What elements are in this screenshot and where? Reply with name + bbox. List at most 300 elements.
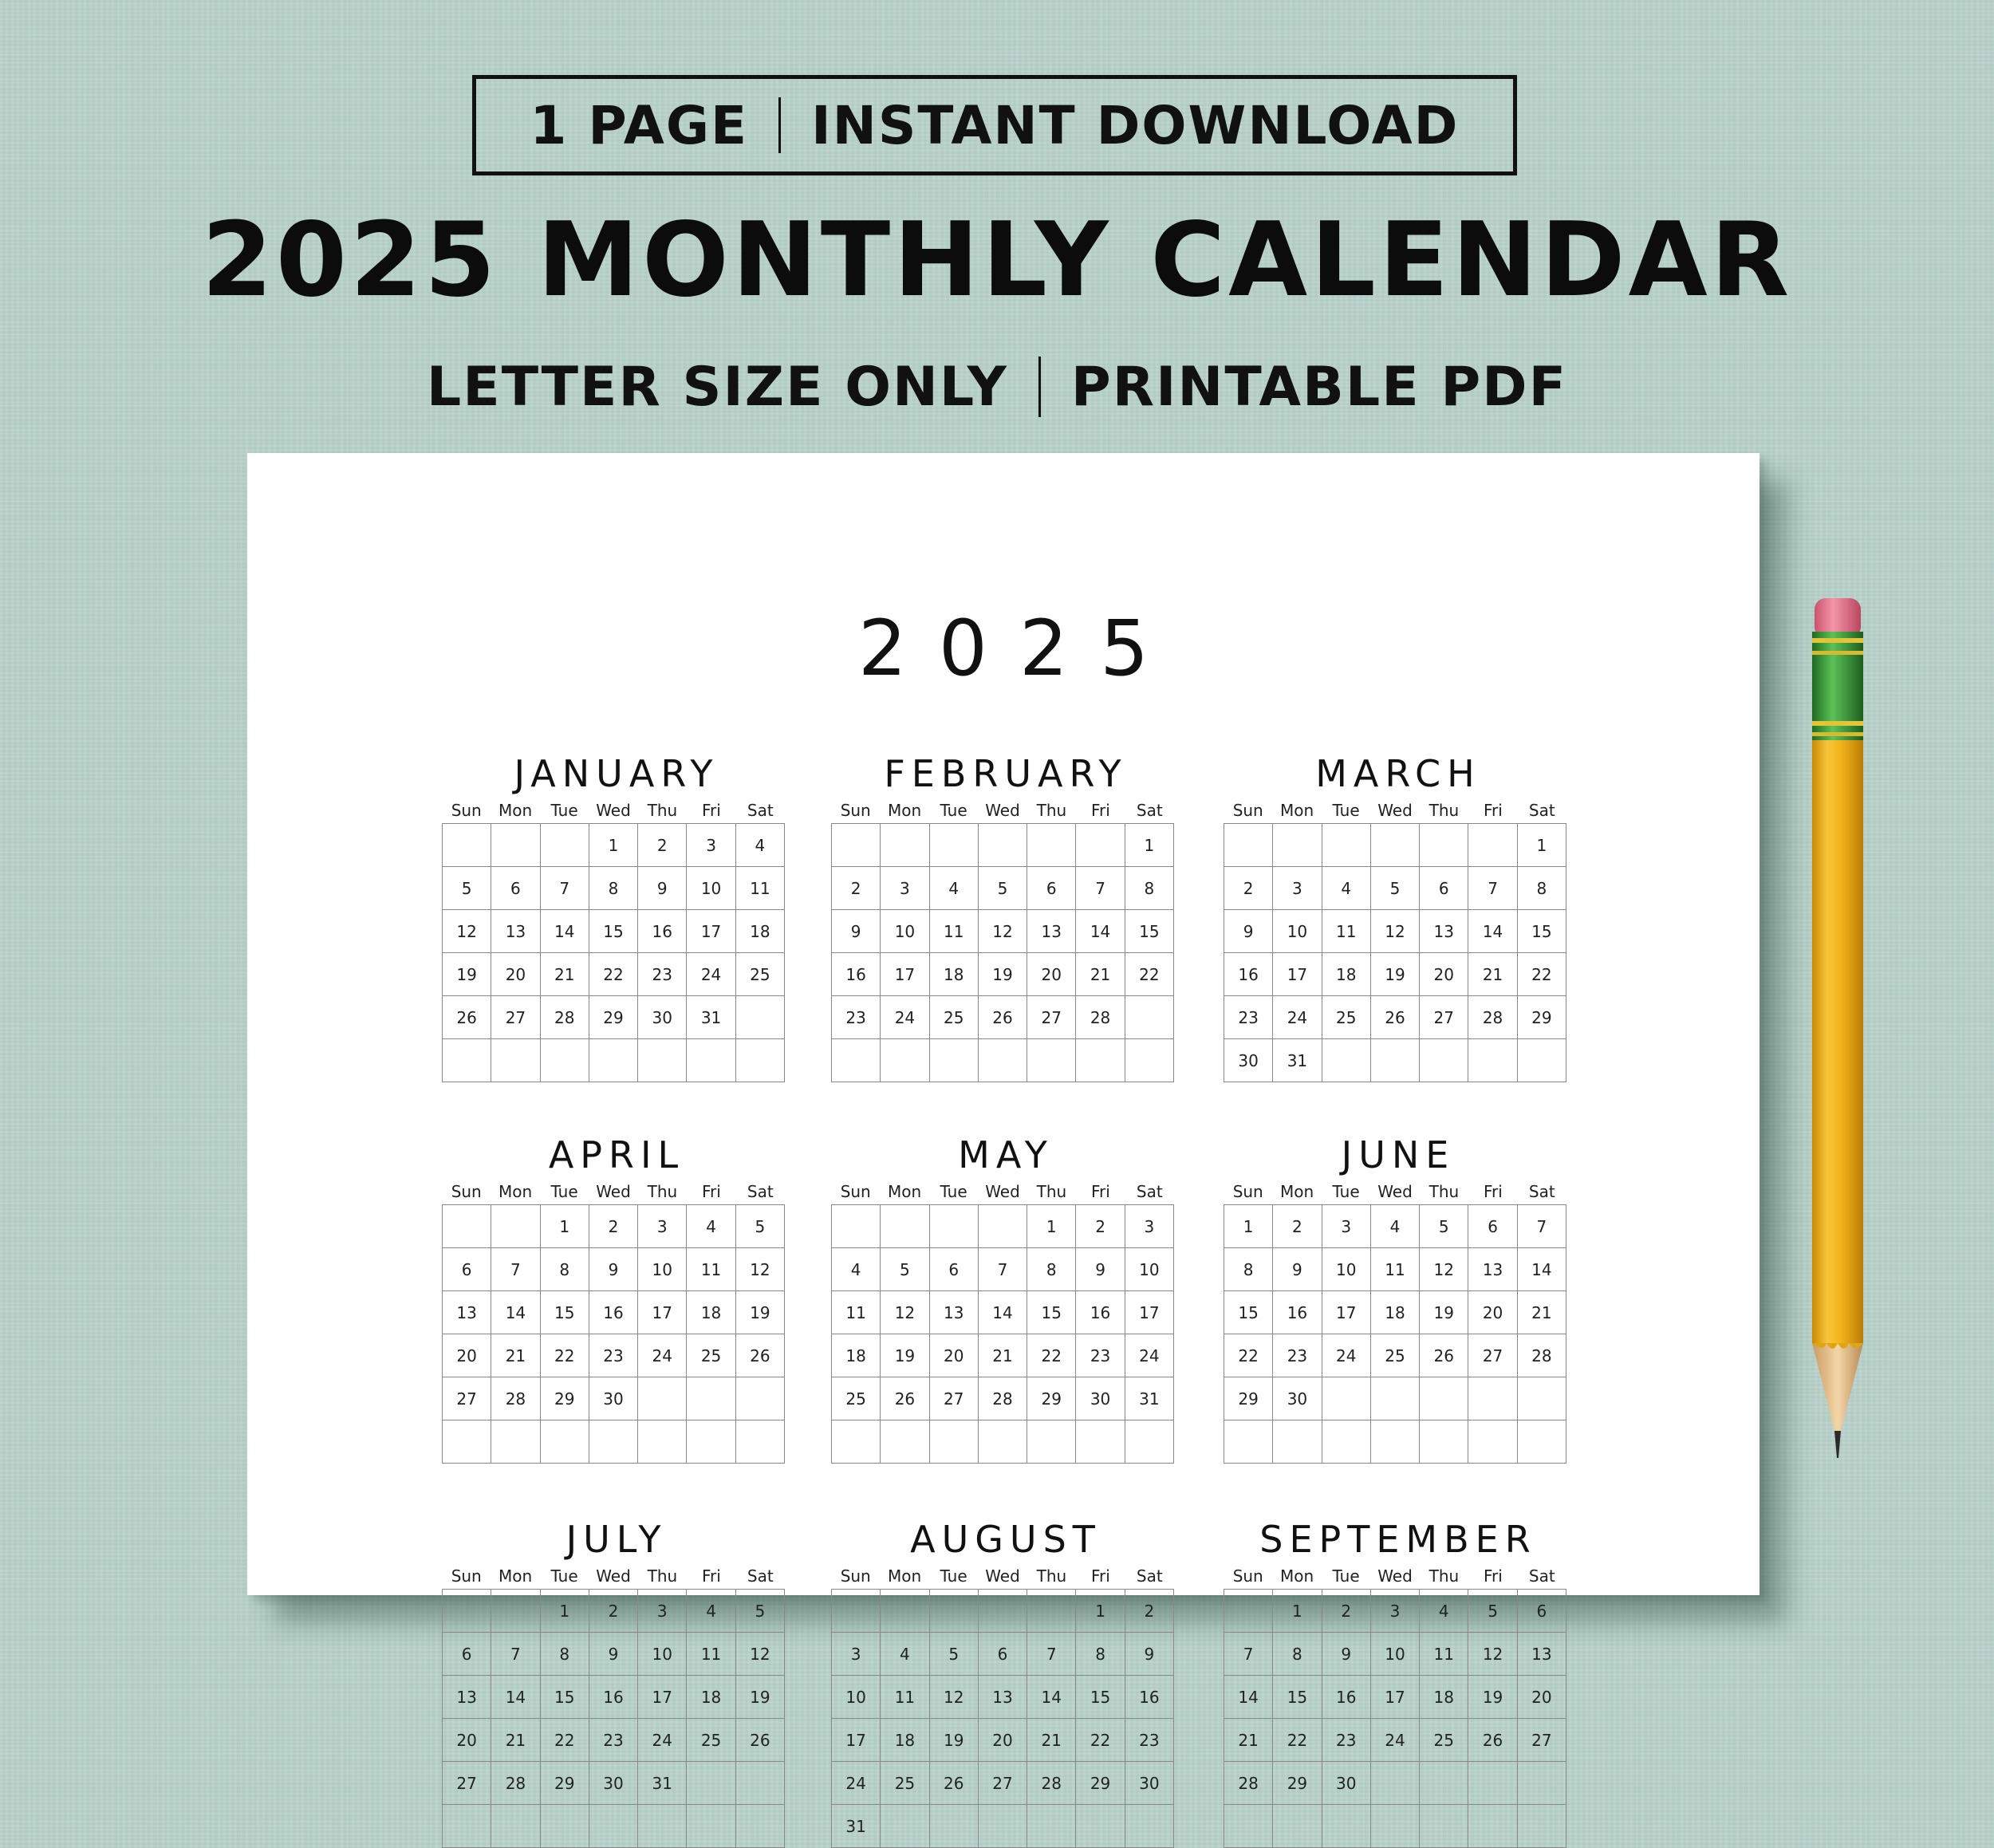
- day-cell: 24: [687, 953, 735, 996]
- day-cell: [589, 1420, 638, 1464]
- day-cell: 3: [638, 1205, 687, 1248]
- day-cell: 31: [638, 1762, 687, 1805]
- day-cell: 11: [687, 1633, 735, 1676]
- day-cell: 7: [979, 1248, 1027, 1291]
- weekday-label: Mon: [888, 1182, 922, 1201]
- day-cell: 16: [638, 910, 687, 953]
- day-cell: 7: [1224, 1633, 1273, 1676]
- day-cell: 13: [979, 1676, 1027, 1719]
- day-cell: 23: [589, 1719, 638, 1762]
- day-cell: 18: [687, 1291, 735, 1334]
- day-cell: [1518, 1805, 1566, 1848]
- day-cell: 15: [1518, 910, 1566, 953]
- month-name: JANUARY: [514, 752, 719, 795]
- day-cell: 15: [589, 910, 638, 953]
- day-cell: [589, 1039, 638, 1082]
- day-cell: [491, 1420, 540, 1464]
- weekday-label: Mon: [498, 801, 533, 820]
- day-cell: 4: [832, 1248, 881, 1291]
- day-cell: 8: [1027, 1248, 1076, 1291]
- day-cell: [1322, 1805, 1371, 1848]
- weekday-header: [1224, 1563, 1566, 1589]
- banner-box: [472, 75, 1517, 175]
- day-cell: 30: [1224, 1039, 1273, 1082]
- day-cell: [1322, 1420, 1371, 1464]
- day-cell: 12: [881, 1291, 929, 1334]
- day-cell: 13: [1518, 1633, 1566, 1676]
- day-cell: 25: [832, 1377, 881, 1420]
- day-cell: [979, 1205, 1027, 1248]
- weekday-label: Thu: [647, 801, 678, 820]
- day-cell: 27: [930, 1377, 979, 1420]
- day-cell: 15: [1027, 1291, 1076, 1334]
- day-cell: [979, 1805, 1027, 1848]
- day-cell: 8: [1273, 1633, 1322, 1676]
- day-cell: 20: [491, 953, 540, 996]
- day-cell: 11: [687, 1248, 735, 1291]
- day-cell: 22: [541, 1334, 589, 1377]
- day-cell: [1322, 1377, 1371, 1420]
- day-cell: 17: [638, 1676, 687, 1719]
- day-cell: [443, 1805, 491, 1848]
- day-cell: 20: [979, 1719, 1027, 1762]
- day-cell: 24: [832, 1762, 881, 1805]
- month-march: [1224, 750, 1566, 1082]
- calendar-year: 2025: [857, 604, 1181, 693]
- weekday-label: Wed: [596, 1182, 631, 1201]
- day-cell: 2: [1273, 1205, 1322, 1248]
- day-cell: 18: [1322, 953, 1371, 996]
- weekday-label: Sun: [840, 1182, 871, 1201]
- day-cell: 3: [881, 867, 929, 910]
- day-cell: 15: [1273, 1676, 1322, 1719]
- day-cell: [881, 824, 929, 867]
- day-cell: 26: [736, 1719, 785, 1762]
- day-cell: 12: [1420, 1248, 1468, 1291]
- day-cell: [443, 1039, 491, 1082]
- weekday-header: [831, 1179, 1174, 1204]
- day-cell: 24: [1322, 1334, 1371, 1377]
- day-cell: 22: [1273, 1719, 1322, 1762]
- day-cell: 2: [832, 867, 881, 910]
- day-cell: 3: [832, 1633, 881, 1676]
- day-cell: 29: [1027, 1377, 1076, 1420]
- day-cell: 14: [491, 1676, 540, 1719]
- day-cell: 8: [589, 867, 638, 910]
- day-cell: 31: [1125, 1377, 1174, 1420]
- day-cell: [1420, 1420, 1468, 1464]
- weekday-label: Wed: [1377, 1182, 1413, 1201]
- month-name: JULY: [565, 1518, 668, 1561]
- day-cell: 21: [979, 1334, 1027, 1377]
- day-cell: [443, 1590, 491, 1633]
- day-cell: 4: [687, 1205, 735, 1248]
- day-cell: 29: [589, 996, 638, 1039]
- day-cell: 25: [1371, 1334, 1420, 1377]
- day-cell: 30: [638, 996, 687, 1039]
- day-cell: [1518, 1762, 1566, 1805]
- day-cell: [930, 1039, 979, 1082]
- weekday-label: Sun: [840, 1566, 871, 1586]
- weekday-label: Tue: [550, 801, 578, 820]
- day-cell: 12: [736, 1248, 785, 1291]
- day-cell: 17: [1125, 1291, 1174, 1334]
- month-july: [442, 1515, 785, 1848]
- day-cell: 16: [1076, 1291, 1125, 1334]
- weekday-label: Wed: [1377, 1566, 1413, 1586]
- day-cell: 6: [1027, 867, 1076, 910]
- day-cell: [1224, 824, 1273, 867]
- day-cell: [1125, 996, 1174, 1039]
- day-cell: 31: [832, 1805, 881, 1848]
- weekday-label: Thu: [1429, 1182, 1460, 1201]
- day-cell: 28: [979, 1377, 1027, 1420]
- day-cell: 18: [930, 953, 979, 996]
- day-cell: 25: [687, 1719, 735, 1762]
- day-cell: 10: [832, 1676, 881, 1719]
- weekday-label: Fri: [1090, 801, 1110, 820]
- day-cell: [1468, 1805, 1517, 1848]
- day-cell: 17: [687, 910, 735, 953]
- day-cell: 11: [1371, 1248, 1420, 1291]
- day-cell: [443, 824, 491, 867]
- day-cell: 6: [1420, 867, 1468, 910]
- day-cell: 22: [1518, 953, 1566, 996]
- day-cell: [1420, 1377, 1468, 1420]
- day-cell: 6: [443, 1248, 491, 1291]
- day-cell: 15: [1076, 1676, 1125, 1719]
- day-cell: 6: [1468, 1205, 1517, 1248]
- weekday-label: Tue: [550, 1566, 578, 1586]
- day-cell: 19: [736, 1676, 785, 1719]
- day-cell: [638, 1805, 687, 1848]
- weekday-label: Sun: [451, 1182, 482, 1201]
- day-cell: 16: [1125, 1676, 1174, 1719]
- day-cell: 23: [638, 953, 687, 996]
- day-cell: 3: [1125, 1205, 1174, 1248]
- weekday-label: Mon: [1280, 1182, 1314, 1201]
- month-grid: [831, 1204, 1174, 1464]
- day-cell: 10: [1322, 1248, 1371, 1291]
- day-cell: 4: [687, 1590, 735, 1633]
- weekday-label: Sun: [451, 1566, 482, 1586]
- day-cell: [881, 1039, 929, 1082]
- day-cell: 9: [832, 910, 881, 953]
- day-cell: 19: [736, 1291, 785, 1334]
- day-cell: 23: [1224, 996, 1273, 1039]
- day-cell: 6: [443, 1633, 491, 1676]
- day-cell: [687, 1377, 735, 1420]
- weekday-label: Wed: [985, 1566, 1020, 1586]
- day-cell: 2: [589, 1590, 638, 1633]
- day-cell: 11: [1420, 1633, 1468, 1676]
- day-cell: 21: [541, 953, 589, 996]
- day-cell: 19: [881, 1334, 929, 1377]
- weekday-label: Sun: [1232, 1566, 1263, 1586]
- day-cell: 16: [1224, 953, 1273, 996]
- day-cell: 17: [1273, 953, 1322, 996]
- month-january: [442, 750, 785, 1082]
- day-cell: 28: [1027, 1762, 1076, 1805]
- day-cell: 13: [1468, 1248, 1517, 1291]
- day-cell: 21: [1468, 953, 1517, 996]
- day-cell: [1125, 1805, 1174, 1848]
- day-cell: 2: [1224, 867, 1273, 910]
- month-grid: [1224, 1204, 1566, 1464]
- day-cell: 15: [1224, 1291, 1273, 1334]
- day-cell: 22: [1076, 1719, 1125, 1762]
- day-cell: [1027, 1805, 1076, 1848]
- day-cell: 1: [589, 824, 638, 867]
- banner-left-text: 1 PAGE: [530, 94, 749, 156]
- day-cell: [1518, 1039, 1566, 1082]
- day-cell: 7: [491, 1248, 540, 1291]
- day-cell: 15: [1125, 910, 1174, 953]
- day-cell: 5: [1468, 1590, 1517, 1633]
- day-cell: [1371, 1377, 1420, 1420]
- day-cell: 24: [1273, 996, 1322, 1039]
- day-cell: 27: [1518, 1719, 1566, 1762]
- day-cell: [1420, 824, 1468, 867]
- day-cell: 26: [930, 1762, 979, 1805]
- day-cell: 24: [1125, 1334, 1174, 1377]
- day-cell: 7: [1076, 867, 1125, 910]
- month-name: SEPTEMBER: [1259, 1518, 1537, 1561]
- subtitle-right-text: PRINTABLE PDF: [1070, 355, 1568, 419]
- day-cell: 18: [881, 1719, 929, 1762]
- day-cell: 20: [930, 1334, 979, 1377]
- day-cell: 17: [638, 1291, 687, 1334]
- weekday-label: Fri: [701, 801, 721, 820]
- day-cell: 21: [491, 1719, 540, 1762]
- day-cell: [1468, 1039, 1517, 1082]
- weekday-label: Sun: [1232, 801, 1263, 820]
- day-cell: [832, 1039, 881, 1082]
- day-cell: 21: [491, 1334, 540, 1377]
- day-cell: 28: [491, 1762, 540, 1805]
- day-cell: 4: [881, 1633, 929, 1676]
- day-cell: 18: [1420, 1676, 1468, 1719]
- day-cell: 12: [443, 910, 491, 953]
- month-may: [831, 1131, 1174, 1464]
- day-cell: 5: [979, 867, 1027, 910]
- day-cell: 20: [1468, 1291, 1517, 1334]
- day-cell: [491, 1205, 540, 1248]
- weekday-label: Fri: [1483, 1182, 1503, 1201]
- day-cell: 7: [1027, 1633, 1076, 1676]
- weekday-label: Thu: [1036, 1182, 1067, 1201]
- day-cell: 20: [443, 1719, 491, 1762]
- day-cell: 16: [832, 953, 881, 996]
- banner-separator: [778, 97, 781, 153]
- day-cell: [1322, 824, 1371, 867]
- day-cell: 1: [1224, 1205, 1273, 1248]
- day-cell: 11: [930, 910, 979, 953]
- day-cell: 2: [589, 1205, 638, 1248]
- day-cell: 31: [687, 996, 735, 1039]
- day-cell: 29: [1224, 1377, 1273, 1420]
- day-cell: 24: [638, 1719, 687, 1762]
- day-cell: 11: [736, 867, 785, 910]
- day-cell: 18: [736, 910, 785, 953]
- weekday-label: Fri: [1483, 1566, 1503, 1586]
- day-cell: 28: [541, 996, 589, 1039]
- day-cell: [881, 1805, 929, 1848]
- day-cell: 28: [491, 1377, 540, 1420]
- day-cell: 14: [491, 1291, 540, 1334]
- day-cell: 19: [1420, 1291, 1468, 1334]
- day-cell: 14: [541, 910, 589, 953]
- day-cell: [491, 1590, 540, 1633]
- weekday-label: Thu: [1036, 801, 1067, 820]
- day-cell: 5: [1420, 1205, 1468, 1248]
- day-cell: [1420, 1039, 1468, 1082]
- day-cell: [541, 824, 589, 867]
- day-cell: [930, 1590, 979, 1633]
- weekday-label: Sat: [1136, 801, 1163, 820]
- day-cell: 4: [1420, 1590, 1468, 1633]
- weekday-header: [831, 1563, 1174, 1589]
- weekday-label: Sat: [747, 1182, 774, 1201]
- weekday-label: Mon: [1280, 801, 1314, 820]
- day-cell: 7: [1468, 867, 1517, 910]
- day-cell: 8: [541, 1248, 589, 1291]
- day-cell: [1468, 1377, 1517, 1420]
- subtitle-separator: [1038, 357, 1041, 417]
- day-cell: 20: [1518, 1676, 1566, 1719]
- day-cell: 22: [541, 1719, 589, 1762]
- day-cell: 19: [443, 953, 491, 996]
- day-cell: [881, 1420, 929, 1464]
- day-cell: [832, 1205, 881, 1248]
- weekday-label: Sat: [747, 801, 774, 820]
- day-cell: [1518, 1377, 1566, 1420]
- day-cell: 5: [881, 1248, 929, 1291]
- day-cell: 14: [979, 1291, 1027, 1334]
- day-cell: [541, 1420, 589, 1464]
- day-cell: 27: [979, 1762, 1027, 1805]
- day-cell: 7: [491, 1633, 540, 1676]
- day-cell: 22: [1125, 953, 1174, 996]
- day-cell: 5: [736, 1205, 785, 1248]
- weekday-header: [1224, 1179, 1566, 1204]
- day-cell: [736, 1805, 785, 1848]
- day-cell: 19: [979, 953, 1027, 996]
- day-cell: 2: [638, 824, 687, 867]
- day-cell: [979, 1420, 1027, 1464]
- day-cell: [443, 1420, 491, 1464]
- day-cell: 25: [1322, 996, 1371, 1039]
- day-cell: 1: [541, 1590, 589, 1633]
- day-cell: 28: [1224, 1762, 1273, 1805]
- day-cell: 20: [1420, 953, 1468, 996]
- day-cell: 11: [832, 1291, 881, 1334]
- month-june: [1224, 1131, 1566, 1464]
- day-cell: [1027, 1420, 1076, 1464]
- day-cell: 5: [930, 1633, 979, 1676]
- weekday-label: Fri: [1090, 1182, 1110, 1201]
- day-cell: 23: [1076, 1334, 1125, 1377]
- day-cell: 1: [1125, 824, 1174, 867]
- weekday-label: Tue: [550, 1182, 578, 1201]
- weekday-label: Mon: [498, 1566, 533, 1586]
- day-cell: 6: [930, 1248, 979, 1291]
- day-cell: 30: [1076, 1377, 1125, 1420]
- day-cell: 14: [1076, 910, 1125, 953]
- weekday-label: Wed: [596, 1566, 631, 1586]
- day-cell: 23: [1273, 1334, 1322, 1377]
- day-cell: 19: [1468, 1676, 1517, 1719]
- month-grid: [442, 823, 785, 1082]
- day-cell: 17: [1371, 1676, 1420, 1719]
- weekday-label: Fri: [701, 1182, 721, 1201]
- day-cell: [736, 1377, 785, 1420]
- day-cell: 27: [443, 1377, 491, 1420]
- day-cell: 14: [1027, 1676, 1076, 1719]
- weekday-label: Thu: [1429, 801, 1460, 820]
- day-cell: 30: [589, 1377, 638, 1420]
- day-cell: 21: [1224, 1719, 1273, 1762]
- day-cell: 22: [1027, 1334, 1076, 1377]
- day-cell: [1322, 1039, 1371, 1082]
- day-cell: 21: [1027, 1719, 1076, 1762]
- day-cell: 25: [881, 1762, 929, 1805]
- day-cell: 24: [881, 996, 929, 1039]
- day-cell: 16: [589, 1291, 638, 1334]
- day-cell: 20: [1027, 953, 1076, 996]
- day-cell: 27: [1027, 996, 1076, 1039]
- weekday-label: Sat: [1528, 1566, 1555, 1586]
- day-cell: 16: [589, 1676, 638, 1719]
- weekday-label: Wed: [985, 1182, 1020, 1201]
- day-cell: 21: [1076, 953, 1125, 996]
- weekday-header: [831, 798, 1174, 823]
- day-cell: [881, 1590, 929, 1633]
- day-cell: 28: [1518, 1334, 1566, 1377]
- day-cell: 3: [1371, 1590, 1420, 1633]
- calendar-paper: [247, 453, 1760, 1836]
- day-cell: 8: [1076, 1633, 1125, 1676]
- day-cell: 3: [638, 1590, 687, 1633]
- day-cell: 10: [1125, 1248, 1174, 1291]
- day-cell: [1125, 1039, 1174, 1082]
- day-cell: 23: [589, 1334, 638, 1377]
- day-cell: [1468, 824, 1517, 867]
- day-cell: 30: [1322, 1762, 1371, 1805]
- day-cell: 4: [930, 867, 979, 910]
- day-cell: 12: [1468, 1633, 1517, 1676]
- day-cell: 8: [1224, 1248, 1273, 1291]
- day-cell: 9: [638, 867, 687, 910]
- day-cell: 14: [1224, 1676, 1273, 1719]
- day-cell: 15: [541, 1676, 589, 1719]
- day-cell: 13: [1027, 910, 1076, 953]
- day-cell: [638, 1377, 687, 1420]
- day-cell: 23: [1125, 1719, 1174, 1762]
- day-cell: [1273, 824, 1322, 867]
- weekday-label: Thu: [1429, 1566, 1460, 1586]
- day-cell: [1371, 1420, 1420, 1464]
- day-cell: 26: [1468, 1719, 1517, 1762]
- day-cell: 14: [1518, 1248, 1566, 1291]
- day-cell: 23: [1322, 1719, 1371, 1762]
- day-cell: 27: [1420, 996, 1468, 1039]
- weekday-label: Sun: [1232, 1182, 1263, 1201]
- day-cell: [930, 824, 979, 867]
- day-cell: 26: [736, 1334, 785, 1377]
- day-cell: 13: [491, 910, 540, 953]
- day-cell: [979, 1039, 1027, 1082]
